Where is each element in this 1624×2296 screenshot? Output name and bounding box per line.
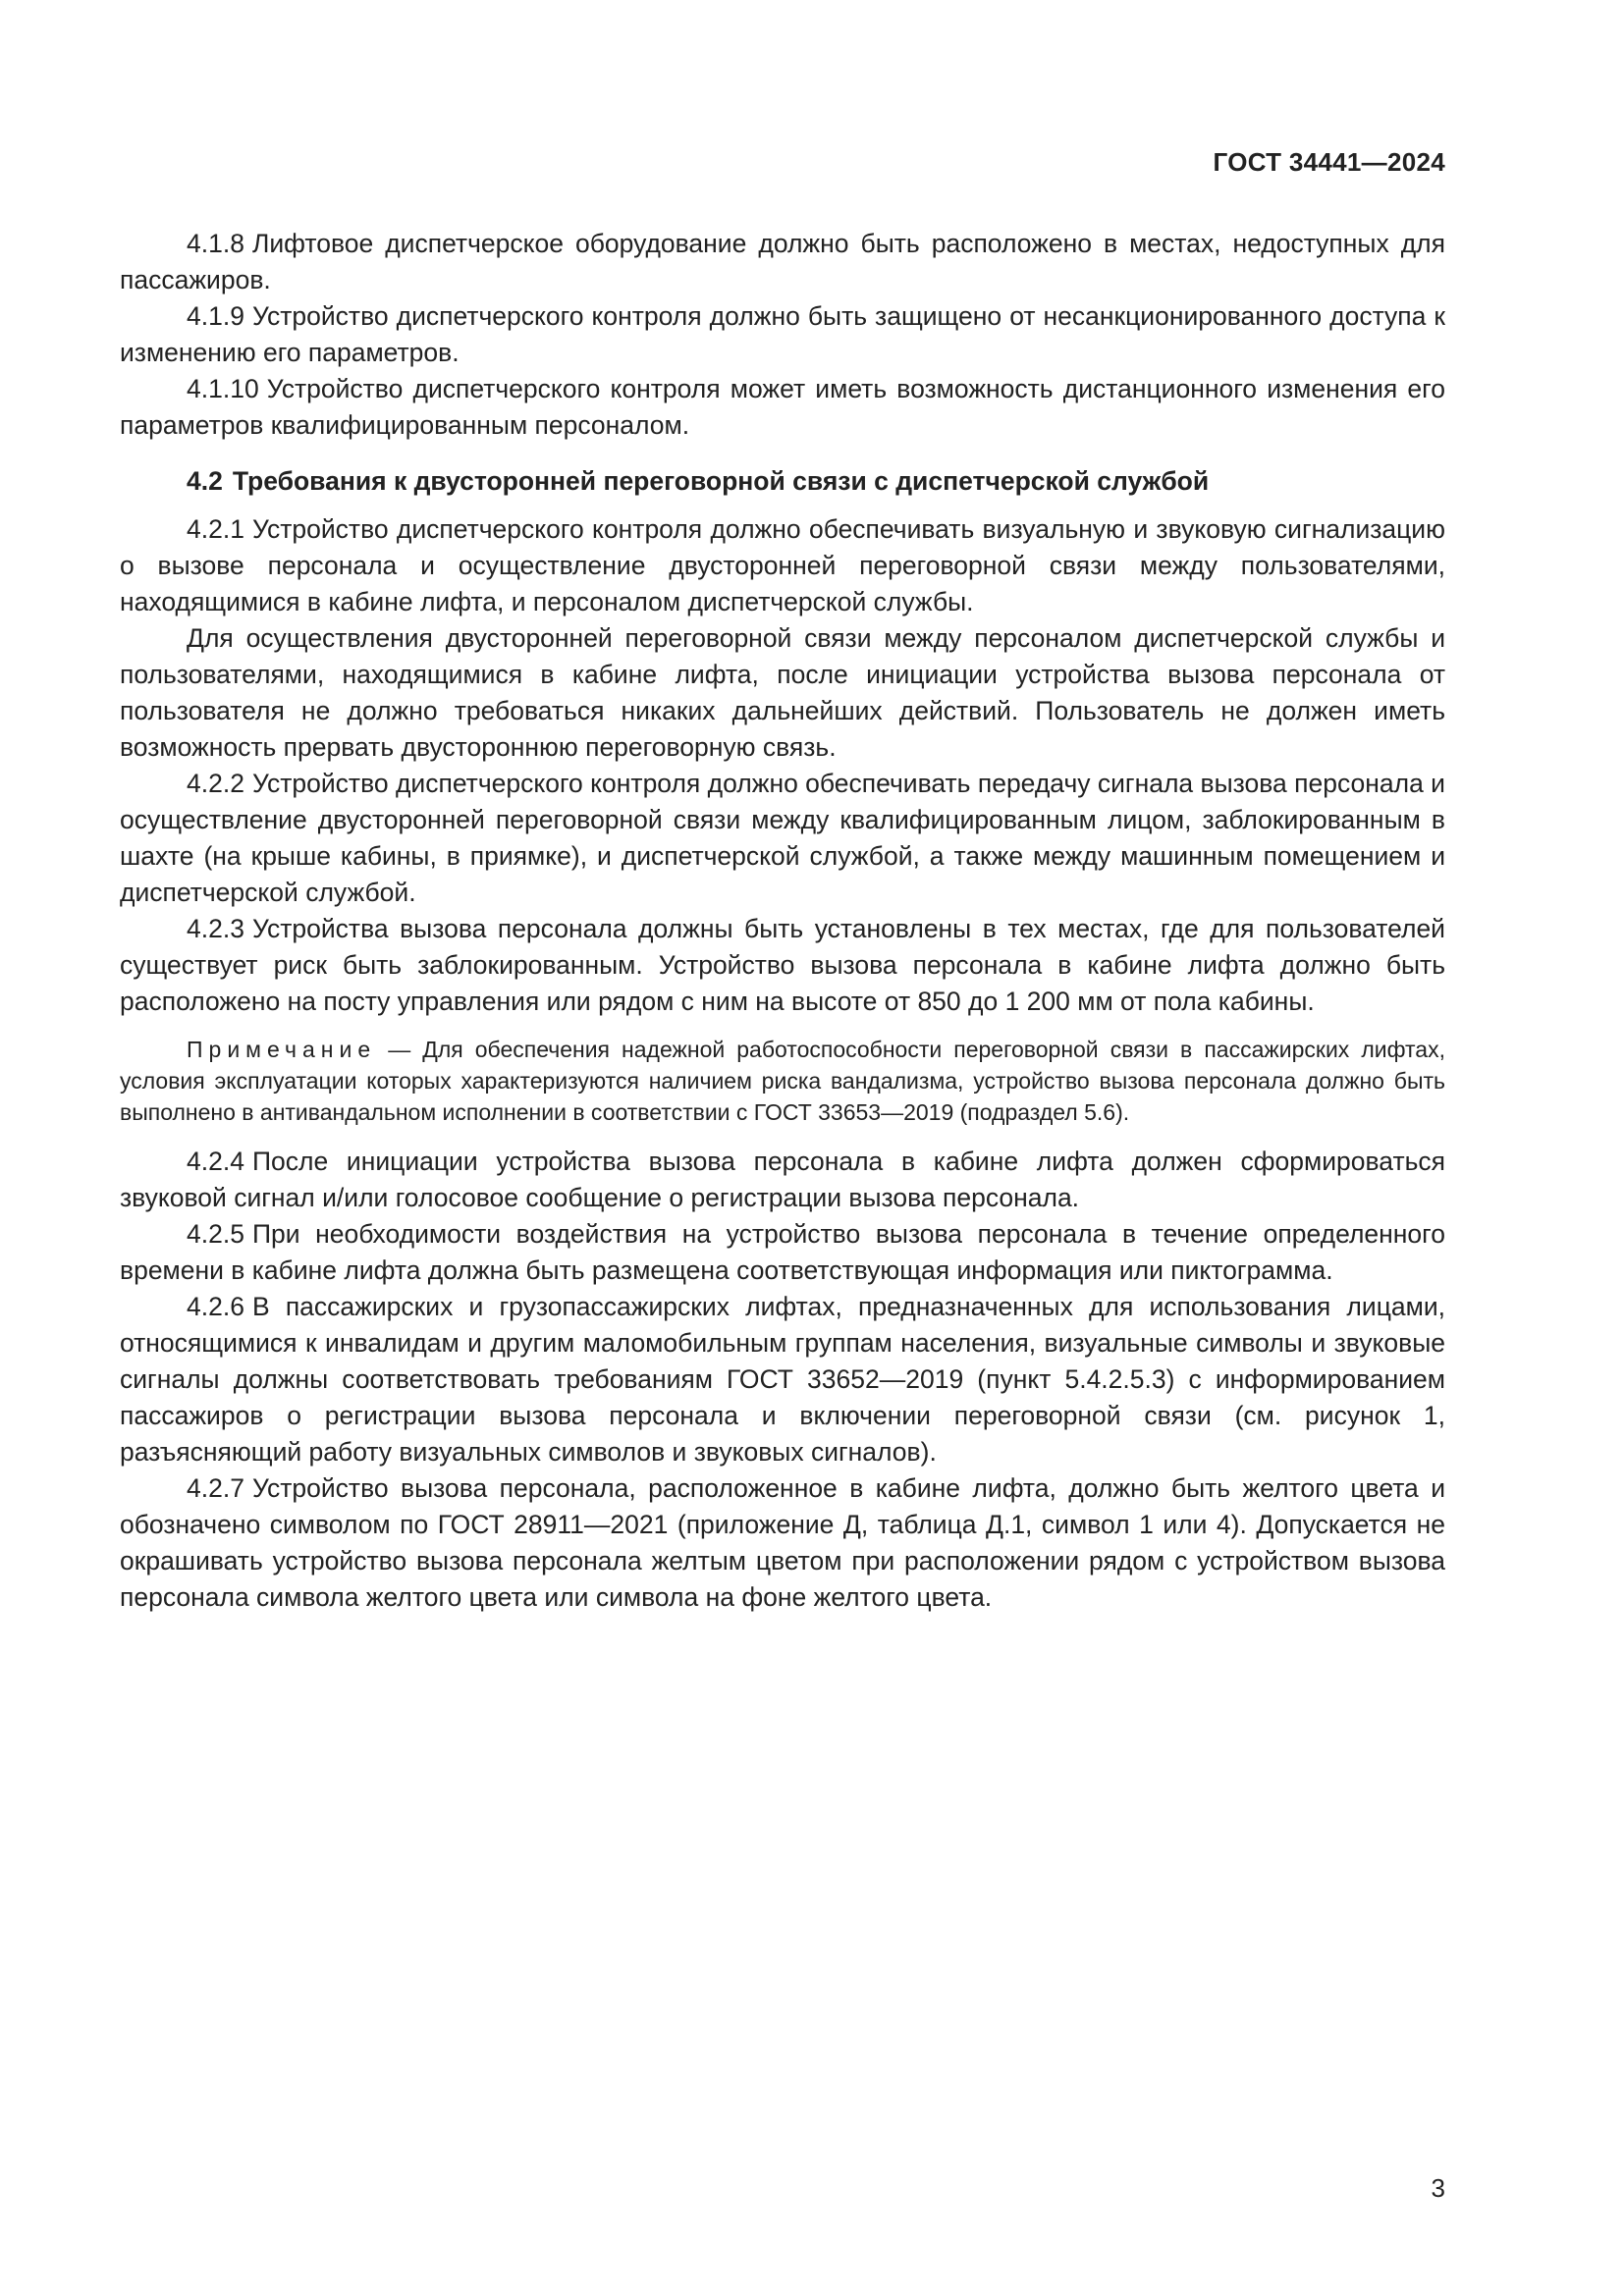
clause-4-1-8 xyxy=(120,226,1445,298)
clause-number: 4.2.3 xyxy=(187,914,244,943)
clause-text: Устройство диспетчерского контроля может иметь возможность дистанционного изменения его параметров квалифицированным персоналом. xyxy=(120,374,1445,440)
document-body xyxy=(120,226,1445,1616)
clause-number: 4.2.5 xyxy=(187,1219,244,1249)
clause-number: 4.1.9 xyxy=(187,301,244,331)
clause-4-2-6 xyxy=(120,1289,1445,1470)
clause-text: Устройство диспетчерского контроля должно быть защищено от несанкционированного доступа к изменению его параметров. xyxy=(120,301,1445,367)
clause-4-2-1 xyxy=(120,511,1445,620)
clause-4-2-1-continuation xyxy=(120,620,1445,766)
clause-text: Устройства вызова персонала должны быть установлены в тех местах, где для пользователей существует риск быть заблокированным. Устройство вызова персонала в кабине лифта должно быть расположено на посту управления или рядом с ним на высоте от 850 до 1 200 мм от пола кабины. xyxy=(120,914,1445,1016)
clause-4-2-7 xyxy=(120,1470,1445,1616)
clause-text: Устройство диспетчерского контроля должно обеспечивать визуальную и звуковую сигнализацию о вызове персонала и осуществление двусторонней переговорной связи между пользователями, находящимися в кабине лифта, и персоналом диспетчерской службы. xyxy=(120,514,1445,616)
clause-4-2-4 xyxy=(120,1144,1445,1216)
clause-4-2-3 xyxy=(120,911,1445,1020)
document-code: ГОСТ 34441—2024 xyxy=(1213,147,1445,177)
clause-text: Лифтовое диспетчерское оборудование должно быть расположено в местах, недоступных для пассажиров. xyxy=(120,229,1445,294)
clause-text: После инициации устройства вызова персонала в кабине лифта должен сформироваться звуковой сигнал и/или голосовое сообщение о регистрации вызова персонала. xyxy=(120,1147,1445,1212)
clause-4-2-5 xyxy=(120,1216,1445,1289)
note-label: Примечание xyxy=(187,1037,377,1062)
clause-number: 4.2.4 xyxy=(187,1147,244,1176)
note-text: — Для обеспечения надежной работоспособности переговорной связи в пассажирских лифтах, условия эксплуатации которых характеризуются наличием риска вандализма, устройство вызова персонала должно быть выполнено в антивандальном исполнении в соответствии с ГОСТ 33653—2019 (подраздел 5.6). xyxy=(120,1037,1445,1125)
note xyxy=(120,1034,1445,1128)
clause-text: Устройство диспетчерского контроля должно обеспечивать передачу сигнала вызова персонала и осуществление двусторонней переговорной связи между квалифицированным лицом, заблокированным в шахте (на крыше кабины, в приямке), и диспетчерской службой, а также между машинным помещением и диспетчерской службой. xyxy=(120,769,1445,907)
clause-text: При необходимости воздействия на устройство вызова персонала в течение определенного времени в кабине лифта должна быть размещена соответствующая информация или пиктограмма. xyxy=(120,1219,1445,1285)
clause-number: 4.2.6 xyxy=(187,1292,244,1321)
clause-number: 4.2.7 xyxy=(187,1473,244,1503)
page-number: 3 xyxy=(1431,2173,1445,2203)
section-title: Требования к двусторонней переговорной связи с диспетчерской службой xyxy=(232,466,1210,496)
clause-4-2-2 xyxy=(120,766,1445,911)
clause-text: Устройство вызова персонала, расположенное в кабине лифта, должно быть желтого цвета и обозначено символом по ГОСТ 28911—2021 (приложение Д, таблица Д.1, символ 1 или 4). Допускается не окрашивать устройство вызова персонала желтым цветом при расположении рядом с устройством вызова персонала символа желтого цвета или символа на фоне желтого цвета. xyxy=(120,1473,1445,1612)
clause-number: 4.2.2 xyxy=(187,769,244,798)
clause-number: 4.2.1 xyxy=(187,514,244,544)
clause-4-1-9 xyxy=(120,298,1445,371)
clause-text: В пассажирских и грузопассажирских лифтах, предназначенных для использования лицами, относящимися к инвалидам и другим маломобильным группам населения, визуальные символы и звуковые сигналы должны соответствовать требованиям ГОСТ 33652—2019 (пункт 5.4.2.5.3) с информированием пассажиров о регистрации вызова персонала и включении переговорной связи (см. рисунок 1, разъясняющий работу визуальных символов и звуковых сигналов). xyxy=(120,1292,1445,1467)
clause-number: 4.1.8 xyxy=(187,229,244,258)
clause-number: 4.1.10 xyxy=(187,374,259,403)
clause-4-1-10 xyxy=(120,371,1445,444)
section-heading-4-2 xyxy=(120,463,1445,500)
clause-text: Для осуществления двусторонней переговорной связи между персоналом диспетчерской службы и пользователями, находящимися в кабине лифта, после инициации устройства вызова персонала от пользователя не должно требоваться никаких дальнейших действий. Пользователь не должен иметь возможность прервать двустороннюю переговорную связь. xyxy=(120,623,1445,762)
section-number: 4.2 xyxy=(187,466,223,496)
